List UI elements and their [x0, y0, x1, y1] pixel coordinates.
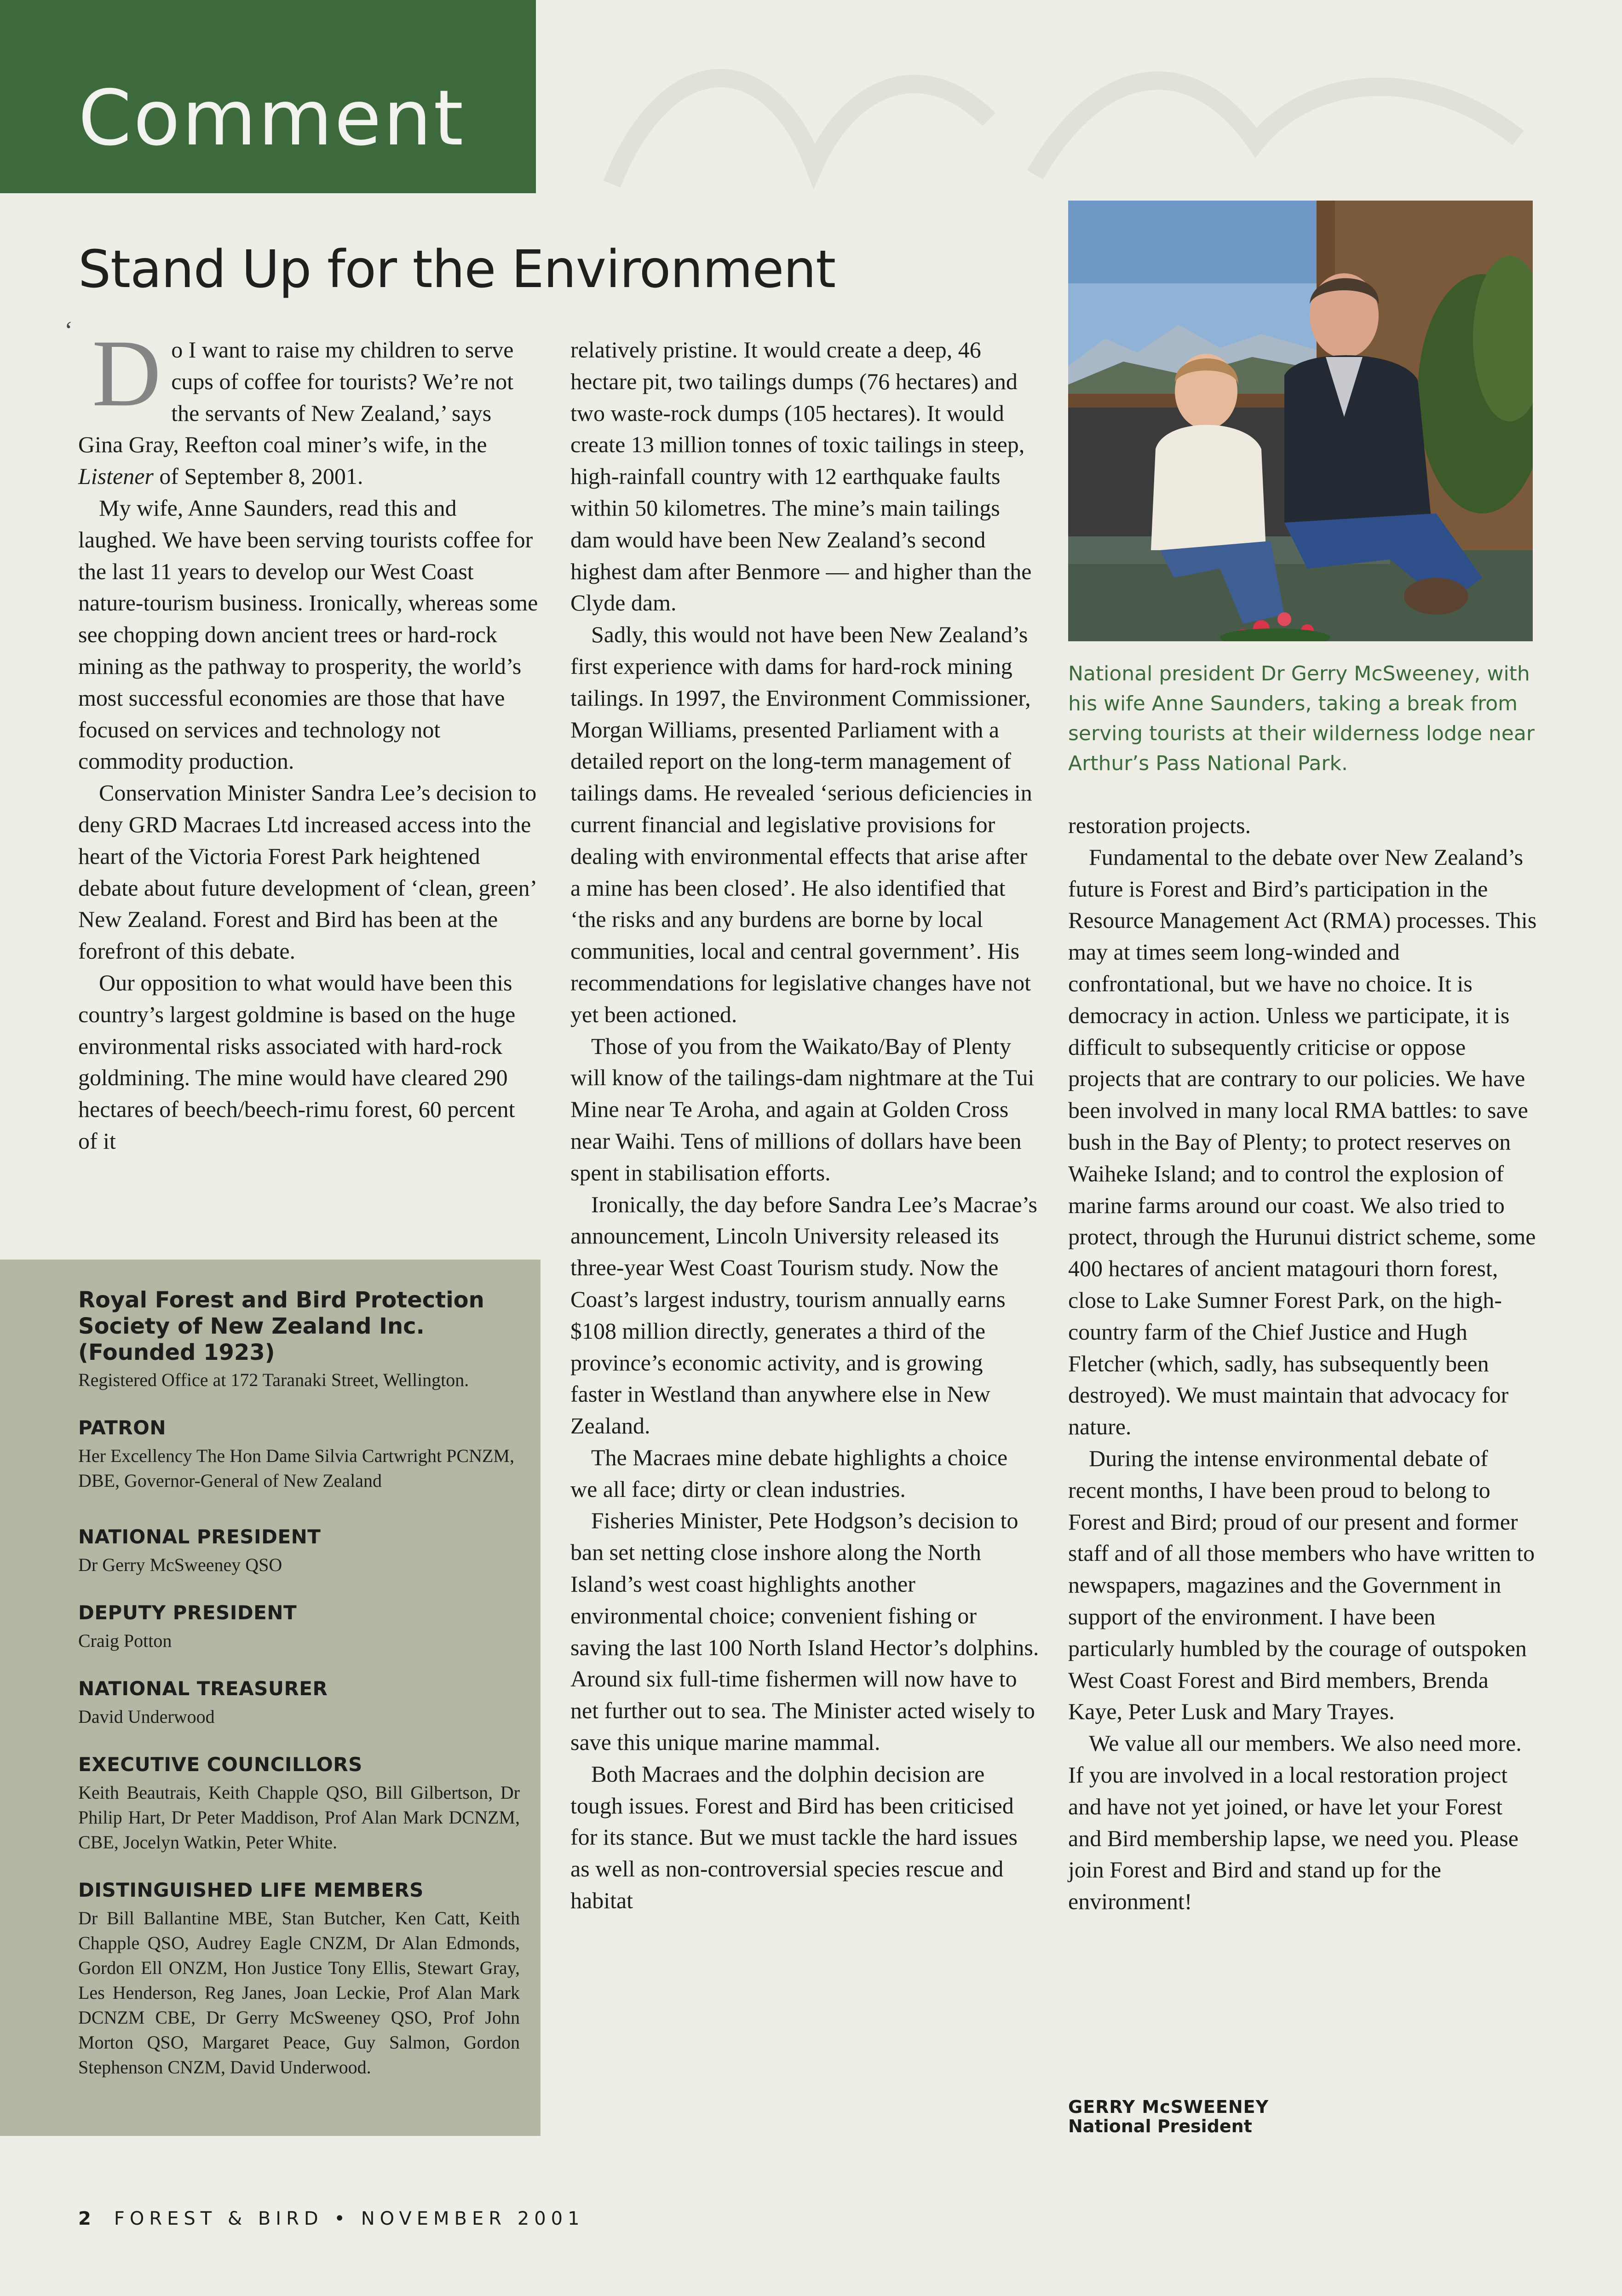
life-members-list: Dr Bill Ballantine MBE, Stan Butcher, Ken Catt, Keith Chapple QSO, Audrey Eagle CNZM, Dr Alan Edmonds, Gordon Ell ONZM, Hon Justice Tony Ellis, Stewart Gray, Les Henderson, Reg Janes, Joan Leckie, Prof Alan Mark DCNZM CBE, Dr Gerry McSweeney QSO, Prof John Morton QSO, Margaret Peace, Guy Salmon, Gordon Stephenson CNZM, David Underwood. — [78, 1908, 520, 2077]
paragraph: Conservation Minister Sandra Lee’s decision to deny GRD Macraes Ltd increased access into the heart of the Victoria Forest Park heightened debate about future development of ‘clean, green’ New Zealand. Forest and Bird has been at the forefront of this debate. — [78, 780, 537, 964]
lead-text: o I want to raise my children to serve cups of coffee for tourists? We’re not the servants of New Zealand,’ says Gina Gray, Reefton coal miner’s wife, in the — [78, 337, 514, 458]
opening-quote-mark: ‘ — [64, 316, 73, 344]
background-watermark — [575, 28, 1541, 202]
running-title: FOREST & BIRD • NOVEMBER 2001 — [114, 2208, 585, 2229]
page-number: 2 — [78, 2208, 91, 2229]
national-treasurer-name: David Underwood — [78, 1706, 215, 1727]
author-name: GERRY McSWEENEY — [1068, 2097, 1269, 2117]
article-lead-paragraph — [78, 320, 538, 492]
lead-text-end: of September 8, 2001. — [159, 463, 363, 489]
registered-office: Registered Office at 172 Taranaki Street, Wellington. — [78, 1370, 469, 1390]
national-president-heading: NATIONAL PRESIDENT — [78, 1525, 321, 1548]
article-column-3 — [1068, 810, 1537, 1917]
photo-president-and-wife — [1068, 201, 1533, 641]
society-info-box — [0, 1260, 541, 2136]
section-label: Comment — [78, 74, 466, 163]
article-column-2 — [570, 334, 1040, 1916]
executive-councillors-list: Keith Beautrais, Keith Chapple QSO, Bill Gilbertson, Dr Philip Hart, Dr Peter Maddison, Prof Alan Mark DCNZM, CBE, Jocelyn Watkin, Peter White. — [78, 1782, 520, 1853]
publication-title: Listener — [78, 463, 154, 489]
paragraph: My wife, Anne Saunders, read this and laughed. We have been serving tourists coffee for the last 11 years to develop our West Coast nature-tourism business. Ironically, whereas some see chopping down ancient trees or hard-rock mining as the pathway to prosperity, the world’s most successful economies are those that have focused on services and technology not commodity production. — [78, 495, 538, 774]
life-members-heading: DISTINGUISHED LIFE MEMBERS — [78, 1879, 424, 1901]
paragraph: Sadly, this would not have been New Zealand’s first experience with dams for hard-rock mining tailings. In 1997, the Environment Commissioner, Morgan Williams, presented Parliament with a detailed report on the long-term management of tailings dams. He revealed ‘serious deficiencies in current financial and legislative provisions for dealing with environmental effects that arise after a mine has been closed’. He also identified that ‘the risks and any burdens are borne by local communities, local and central government’. His recommendations for legislative changes have not yet been actioned. — [570, 621, 1032, 1027]
paragraph: Fisheries Minister, Pete Hodgson’s decision to ban set netting close inshore along the North Island’s west coast highlights another environmental choice; convenient fishing or saving the last 100 North Island Hector’s dolphins. Around six full-time fishermen will now have to net further out to sea. The Minister acted wisely to save this unique marine mammal. — [570, 1508, 1039, 1755]
section-banner — [0, 0, 536, 193]
paragraph: The Macraes mine debate highlights a choice we all face; dirty or clean industries. — [570, 1444, 1008, 1502]
deputy-president-name: Craig Potton — [78, 1630, 172, 1651]
paragraph: Our opposition to what would have been this country’s largest goldmine is based on the huge environmental risks associated with hard-rock goldmining. The mine would have cleared 290 hectares of beech/beech-rimu forest, 60 percent of it — [78, 969, 516, 1154]
society-name: Royal Forest and Bird Protection Society of New Zealand Inc. (Founded 1923) — [78, 1287, 484, 1365]
paragraph: Both Macraes and the dolphin decision are tough issues. Forest and Bird has been criticised for its stance. But we must tackle the hard issues as well as non-controversial species rescue and habitat — [570, 1761, 1018, 1914]
paragraph: relatively pristine. It would create a deep, 46 hectare pit, two tailings dumps (76 hectares) and two waste-rock dumps (105 hectares). It would create 13 million tonnes of toxic tailings in steep, high-rainfall country with 12 earthquake faults within 50 kilometres. The mine’s main tailings dam would have been New Zealand’s second highest dam after Benmore — and higher than the Clyde dam. — [570, 337, 1032, 616]
page-footer — [78, 2208, 585, 2229]
patron-name: Her Excellency The Hon Dame Silvia Cartwright PCNZM, DBE, Governor-General of New Zealand — [78, 1445, 514, 1491]
drop-cap: D — [92, 320, 161, 426]
photo-illustration — [1068, 201, 1533, 641]
paragraph: Those of you from the Waikato/Bay of Plenty will know of the tailings-dam nightmare at the Tui Mine near Te Aroha, and again at Golden Cross near Waihi. Tens of millions of dollars have been spent in stabilisation efforts. — [570, 1033, 1035, 1185]
paragraph: Fundamental to the debate over New Zealand’s future is Forest and Bird’s participation in the Resource Management Act (RMA) processes. This may at times seem long-winded and confrontational, but we have no choice. It is democracy in action. Unless we participate, it is difficult to subsequently criticise or oppose projects that are contrary to our policies. We have been involved in many local RMA battles: to save bush in the Bay of Plenty; to protect reserves on Waiheke Island; and to control the explosion of marine farms around our coast. We also tried to protect, through the Hurunui district scheme, some 400 hectares of ancient matagouri thorn forest, close to Lake Sumner Forest Park, on the high-country farm of the Chief Justice and Hugh Fletcher (which, sadly, has subsequently been destroyed). We must maintain that advocacy for nature. — [1068, 844, 1537, 1440]
author-title: National President — [1068, 2116, 1252, 2136]
deputy-president-heading: DEPUTY PRESIDENT — [78, 1601, 297, 1624]
photo-caption: National president Dr Gerry McSweeney, with his wife Anne Saunders, taking a break from serving tourists at their wilderness lodge near Arthur’s Pass National Park. — [1068, 662, 1535, 775]
author-signature — [1068, 2098, 1269, 2136]
patron-heading: PATRON — [78, 1416, 167, 1439]
article-column-1 — [64, 316, 538, 1157]
paragraph: Ironically, the day before Sandra Lee’s Macrae’s announcement, Lincoln University released its three-year West Coast Tourism study. Now the Coast’s largest industry, tourism annually earns $108 million directly, generates a third of the province’s economic activity, and is growing faster in Westland than anywhere else in New Zealand. — [570, 1191, 1037, 1439]
national-treasurer-heading: NATIONAL TREASURER — [78, 1677, 328, 1700]
paragraph: We value all our members. We also need more. If you are involved in a local restoration project and have not yet joined, or have let your Forest and Bird membership lapse, we need you. Please join Forest and Bird and stand up for the environment! — [1068, 1730, 1522, 1915]
paragraph: During the intense environmental debate of recent months, I have been proud to belong to Forest and Bird; proud of our present and former staff and of all those members who have written to newspapers, magazines and the Government in support of the environment. I have been particularly humbled by the courage of outspoken West Coast Forest and Bird members, Brenda Kaye, Peter Lusk and Mary Trayes. — [1068, 1445, 1535, 1725]
national-president-name: Dr Gerry McSweeney QSO — [78, 1554, 282, 1575]
article-headline: Stand Up for the Environment — [78, 240, 836, 299]
executive-councillors-heading: EXECUTIVE COUNCILLORS — [78, 1753, 362, 1776]
paragraph: restoration projects. — [1068, 812, 1251, 838]
